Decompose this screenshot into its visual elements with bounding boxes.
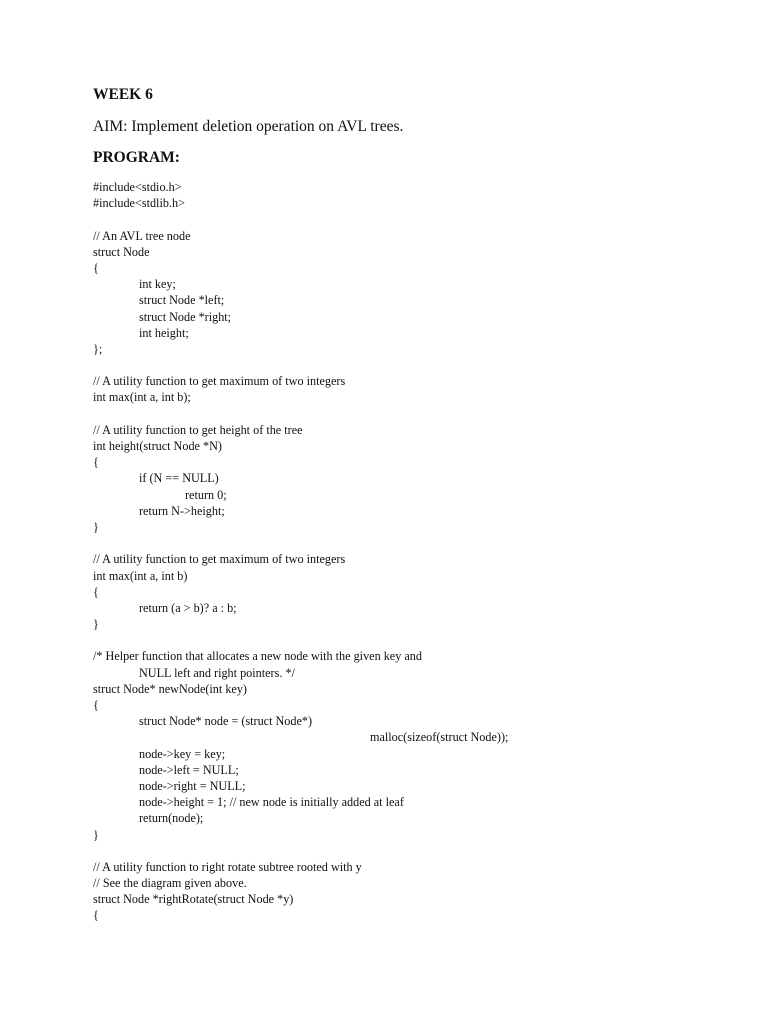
code-line: // A utility function to get maximum of two integers	[93, 552, 346, 567]
code-line: if (N == NULL)	[139, 471, 219, 486]
code-line	[93, 406, 508, 422]
code-line: return(node);	[139, 811, 204, 826]
code-line: node->right = NULL;	[139, 778, 246, 793]
code-line: // A utility function to right rotate subtree rooted with y	[93, 859, 362, 874]
code-line: node->key = key;	[139, 746, 226, 761]
code-line: struct Node	[93, 244, 150, 259]
code-line: int key;	[139, 277, 176, 292]
code-line: node->height = 1; // new node is initially added at leaf	[139, 795, 404, 810]
code-line: {	[93, 455, 99, 470]
code-line: return (a > b)? a : b;	[139, 600, 237, 615]
code-line: /* Helper function that allocates a new node with the given key and	[93, 649, 422, 664]
code-line	[93, 632, 508, 648]
code-line: struct Node *right;	[139, 309, 232, 324]
code-line: // A utility function to get maximum of two integers	[93, 374, 346, 389]
code-line: }	[93, 827, 99, 842]
code-line: int height;	[139, 325, 189, 340]
code-line	[93, 357, 508, 373]
code-line	[93, 843, 508, 859]
code-line: int height(struct Node *N)	[93, 439, 222, 453]
code-line: int max(int a, int b);	[93, 390, 191, 405]
code-line: }	[93, 617, 99, 632]
code-line: int max(int a, int b)	[93, 568, 188, 583]
code-line: {	[93, 908, 99, 923]
code-line: return 0;	[185, 487, 227, 502]
code-line	[93, 535, 508, 551]
code-line: // A utility function to get height of the tree	[93, 422, 303, 437]
code-line: #include<stdio.h>	[93, 180, 182, 194]
program-heading: PROGRAM:	[93, 149, 180, 166]
code-line: // An AVL tree node	[93, 228, 191, 243]
code-line: };	[93, 341, 103, 356]
code-line: struct Node *rightRotate(struct Node *y)	[93, 892, 294, 907]
code-line: // See the diagram given above.	[93, 876, 247, 891]
code-line: malloc(sizeof(struct Node));	[370, 730, 509, 745]
code-line: node->left = NULL;	[139, 762, 239, 777]
code-line: {	[93, 260, 99, 275]
code-line: {	[93, 698, 99, 712]
code-line: NULL left and right pointers. */	[139, 665, 295, 680]
code-line: struct Node *left;	[139, 293, 225, 308]
code-line: return N->height;	[139, 503, 225, 518]
code-line: }	[93, 519, 99, 534]
aim-statement: AIM: Implement deletion operation on AVL trees.	[93, 118, 404, 135]
code-listing	[93, 179, 508, 924]
week-title: WEEK 6	[93, 86, 153, 103]
code-line	[93, 211, 508, 227]
code-line: {	[93, 584, 99, 599]
code-line: struct Node* node = (struct Node*)	[139, 714, 313, 729]
code-line: #include<stdlib.h>	[93, 196, 185, 211]
code-line: struct Node* newNode(int key)	[93, 681, 247, 696]
